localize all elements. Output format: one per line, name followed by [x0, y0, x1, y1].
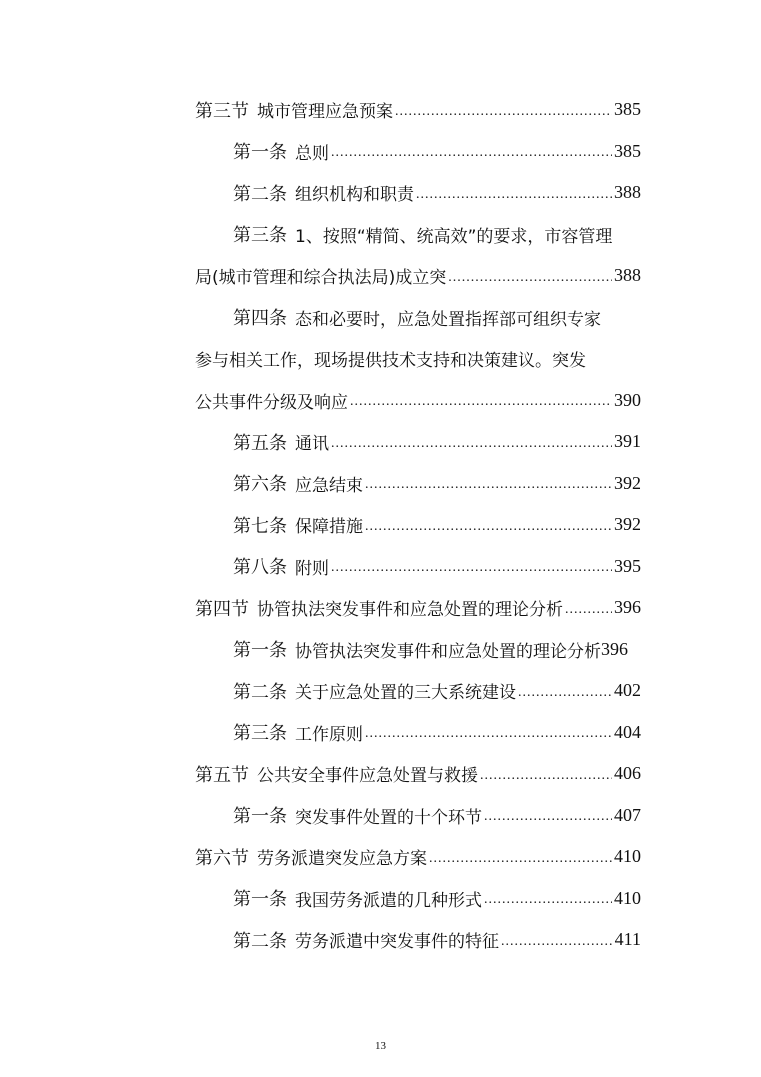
toc-entry-number: 第三条 — [233, 723, 287, 744]
toc-entry-number: 第六条 — [233, 474, 287, 495]
toc-entry-title: 附则 — [295, 558, 329, 579]
toc-leader-dots — [518, 682, 612, 700]
toc-entry[interactable] — [195, 380, 641, 422]
toc-entry-title: 公共安全事件应急处置与救援 — [257, 766, 478, 787]
toc-entry-number: 第一条 — [233, 806, 287, 827]
toc-entry-page: 411 — [614, 929, 641, 950]
toc-entry-number: 第二条 — [233, 183, 287, 204]
toc-leader-dots — [448, 267, 612, 285]
toc-entry-title: 协管执法突发事件和应急处置的理论分析 — [257, 600, 563, 621]
toc-leader-dots — [350, 391, 612, 409]
toc-entry-title: 总则 — [295, 143, 329, 164]
toc-entry[interactable] — [195, 795, 641, 837]
toc-leader-dots — [484, 889, 612, 907]
toc-entry-page: 385 — [614, 99, 641, 120]
toc-entry[interactable] — [195, 836, 641, 878]
toc-leader-dots — [416, 184, 612, 202]
toc-entry-title: 劳务派遣突发应急方案 — [257, 849, 427, 870]
toc-entry[interactable] — [195, 587, 641, 629]
toc-entry-number: 第五节 — [195, 764, 249, 785]
toc-entry-title: 保障措施 — [295, 517, 363, 538]
toc-entry-title: 局(城市管理和综合执法局)成立突 — [195, 268, 447, 289]
toc-leader-dots — [331, 557, 612, 575]
toc-entry-page: 406 — [614, 763, 641, 784]
toc-leader-dots — [331, 142, 612, 160]
toc-entry-number: 第三条 — [233, 225, 287, 246]
toc-leader-dots — [484, 806, 612, 824]
toc-leader-dots — [365, 723, 612, 741]
toc-entry[interactable] — [195, 504, 641, 546]
toc-entry-number: 第二条 — [233, 930, 287, 951]
toc-entry[interactable] — [195, 712, 641, 754]
toc-entry-title: 关于应急处置的三大系统建设 — [295, 683, 516, 704]
toc-entry-title: 态和必要时，应急处置指挥部可组织专家 — [295, 309, 601, 330]
toc-entry-number: 第七条 — [233, 515, 287, 536]
toc-leader-dots — [501, 931, 613, 949]
toc-entry-page: 402 — [614, 680, 641, 701]
toc-entry-page: 388 — [614, 182, 641, 203]
toc-entry-number: 第一条 — [233, 142, 287, 163]
toc-entry-number: 第五条 — [233, 432, 287, 453]
toc-leader-dots — [429, 848, 612, 866]
toc-leader-dots — [395, 101, 612, 119]
toc-entry[interactable] — [195, 670, 641, 712]
toc-entry-title: 应急结束 — [295, 475, 363, 496]
toc-entry-page: 392 — [614, 472, 641, 493]
toc-entry[interactable] — [195, 753, 641, 795]
toc-leader-dots — [480, 765, 612, 783]
toc-entry-page: 396 — [601, 638, 628, 659]
toc-entry[interactable] — [195, 172, 641, 214]
toc-entry-number: 第三节 — [195, 100, 249, 121]
toc-entry-title: 我国劳务派遣的几种形式 — [295, 890, 482, 911]
toc-entry-page: 410 — [614, 846, 641, 867]
toc-leader-dots — [565, 599, 612, 617]
toc-entry[interactable] — [195, 463, 641, 505]
toc-entry-number: 第一条 — [233, 889, 287, 910]
toc-entry-page: 390 — [614, 389, 641, 410]
toc-entry-title: 突发事件处置的十个环节 — [295, 807, 482, 828]
toc-entry-page: 391 — [614, 431, 641, 452]
toc-entry-page: 392 — [614, 514, 641, 535]
toc-entry-number: 第八条 — [233, 557, 287, 578]
toc-entry[interactable] — [195, 629, 641, 671]
toc-entry-title: 公共事件分级及响应 — [195, 392, 348, 413]
toc-entry[interactable] — [195, 297, 641, 339]
toc-entry-title: 协管执法突发事件和应急处置的理论分析 — [295, 641, 601, 662]
toc-entry[interactable] — [195, 214, 641, 256]
toc-entry-title: 通讯 — [295, 434, 329, 455]
toc-leader-dots — [331, 433, 612, 451]
toc-entry-page: 396 — [614, 597, 641, 618]
toc-leader-dots — [365, 516, 612, 534]
table-of-contents — [195, 89, 641, 961]
toc-entry-page: 410 — [614, 887, 641, 908]
toc-entry-number: 第二条 — [233, 681, 287, 702]
toc-entry[interactable] — [195, 255, 641, 297]
toc-entry[interactable] — [195, 131, 641, 173]
toc-entry-number: 第六节 — [195, 847, 249, 868]
toc-entry-title: 参与相关工作，现场提供技术支持和决策建议。突发 — [195, 351, 586, 372]
toc-entry-title: 劳务派遣中突发事件的特征 — [295, 932, 499, 953]
toc-entry-title: 工作原则 — [295, 724, 363, 745]
toc-entry-title: 组织机构和职责 — [295, 185, 414, 206]
toc-entry[interactable] — [195, 878, 641, 920]
toc-entry-page: 404 — [614, 721, 641, 742]
toc-entry-title: 1、按照“精简、统高效”的要求，市容管理 — [295, 226, 613, 247]
page-number: 13 — [375, 1040, 386, 1052]
toc-leader-dots — [365, 474, 612, 492]
toc-entry-title: 城市管理应急预案 — [257, 102, 393, 123]
toc-entry[interactable] — [195, 89, 641, 131]
toc-entry-number: 第一条 — [233, 640, 287, 661]
toc-entry-page: 395 — [614, 555, 641, 576]
toc-entry-page: 385 — [614, 140, 641, 161]
toc-entry-page: 388 — [614, 265, 641, 286]
toc-entry[interactable] — [195, 338, 641, 380]
toc-entry-page: 407 — [614, 804, 641, 825]
toc-entry-number: 第四条 — [233, 308, 287, 329]
toc-entry[interactable] — [195, 546, 641, 588]
toc-entry-number: 第四节 — [195, 598, 249, 619]
toc-entry[interactable] — [195, 421, 641, 463]
toc-entry[interactable] — [195, 919, 641, 961]
